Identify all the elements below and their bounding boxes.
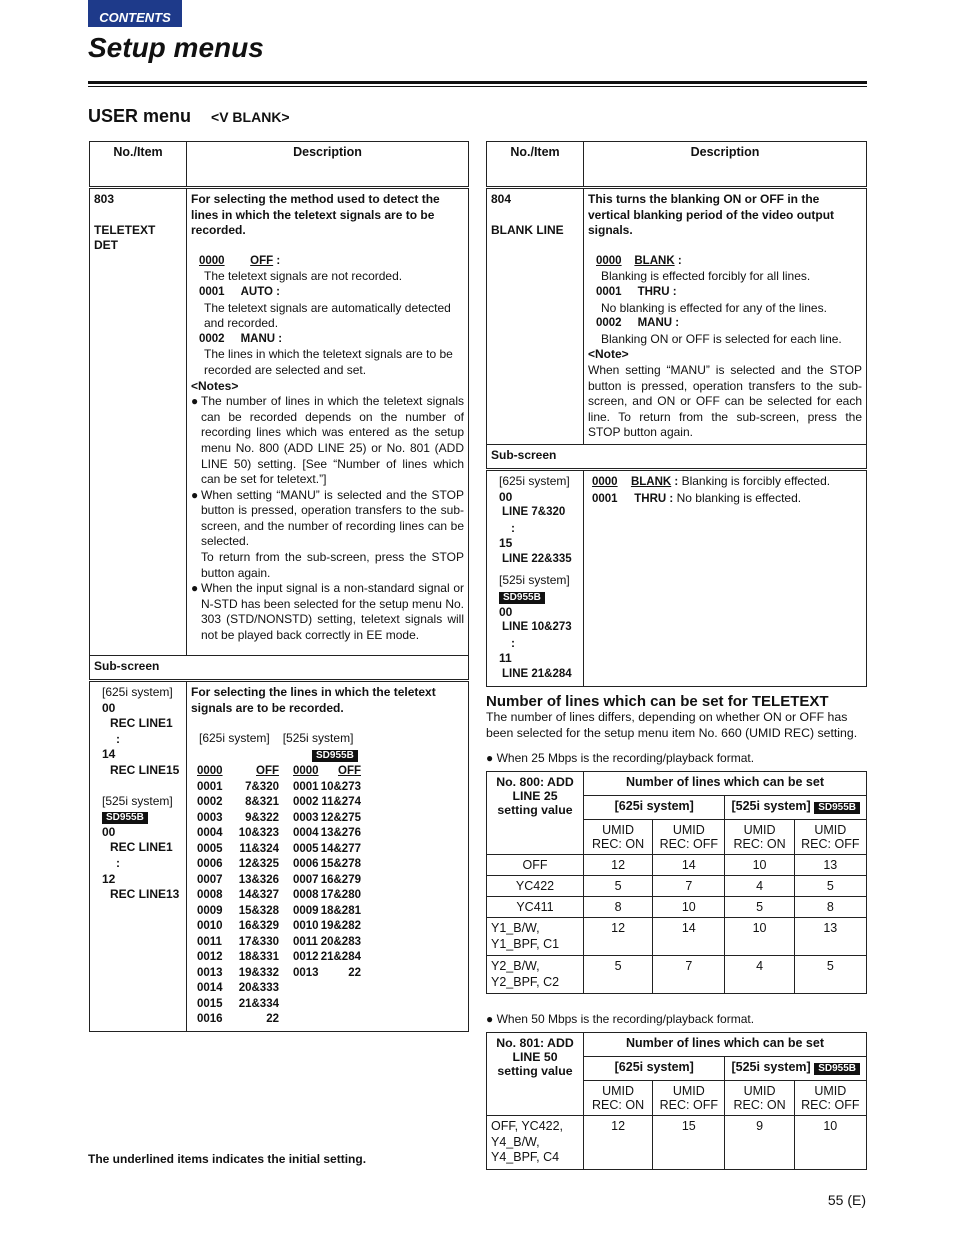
line-grid-cell: 19&332 [238,966,279,979]
option-0000: 0000 BLANK : [596,254,682,267]
item-name-2: DET [94,238,118,253]
line-grid-cell: 14&277 [320,842,361,855]
line-grid-cell: 10&323 [238,827,279,840]
t1-rows [487,855,867,994]
section-heading [88,106,290,127]
line-grid-cell: 7&320 [245,780,279,793]
line-grid-cell: 0003 [197,811,223,824]
setting-value: YC422 [487,876,584,897]
sub-desc: For selecting the lines in which the teletext signals are to be recorded. [191,685,436,715]
sub-colon: : [511,520,515,535]
line-grid-cell: 0007 [293,873,319,886]
item-number: 803 [94,192,115,206]
line-grid-cell: 0009 [293,904,319,917]
line-count: 12 [584,1116,653,1170]
sub-625-first: REC LINE1 [110,716,173,731]
sub-625-end: 14 [102,747,116,762]
line-grid-cell: 12&325 [238,858,279,871]
sub-625-label: [625i system] [499,473,570,488]
line-grid-cell: 0004 [293,827,319,840]
add-line-25-table [486,771,867,994]
line-count: 14 [653,855,725,876]
line-count: 12 [584,918,653,956]
note-50mbps: ● When 50 Mbps is the recording/playback format. [486,1012,755,1026]
contents-link[interactable]: CONTENTS [88,0,182,27]
line-count: 10 [653,897,725,918]
line-grid-cell [279,997,319,1013]
line-grid-cell: 0015 [197,997,223,1010]
sub-625-label: [625i system] [102,685,173,699]
line-count: 4 [725,956,794,994]
setting-value: Y1_B/W, Y1_BPF, C1 [487,918,584,956]
sub-colon: : [116,855,120,870]
grid-625-label: [625i system] [199,731,270,746]
line-grid-cell [319,1012,361,1028]
line-grid-cell: OFF [256,765,279,778]
line-grid-cell: 0013 [197,966,223,979]
title-rule [88,81,867,84]
grid-525-label: [525i system] [282,731,354,746]
sub-625-first: LINE 7&320 [502,506,566,519]
section-title: USER menu [88,106,192,126]
line-grid-cell: 0006 [293,858,319,871]
line-grid-cell: 0001 [197,780,223,793]
line-grid-cell: 0002 [197,796,223,809]
t1-header: Number of lines which can be set [584,772,867,796]
t1-label: No. 800: ADD LINE 25 setting value [487,772,584,855]
footnote: The underlined items indicates the initial setting. [88,1152,367,1166]
line-grid-cell: 0010 [293,920,319,933]
sub-525-label: [525i system] [499,573,570,588]
section-subtitle: <V BLANK> [211,109,290,125]
sd955b-badge: SD955B [499,592,545,604]
sub-option-0001: 0001 THRU : No blanking is effected. [592,490,802,505]
add-line-50-table [486,1032,867,1170]
sd955b-badge: SD955B [814,1063,860,1075]
line-grid-cell: 0014 [197,982,223,995]
grid-headers [191,731,464,747]
sub-colon: : [116,731,120,746]
line-count: 5 [725,897,794,918]
line-count: 8 [584,897,653,918]
t2-rows [487,1116,867,1170]
option-0002-desc: Blanking ON or OFF is selected for each line. [601,331,842,346]
umid-off: UMID REC: OFF [794,1081,866,1116]
t2-625: [625i system] [584,1057,725,1081]
table-row [487,876,867,897]
menu-804-table [486,141,867,687]
line-grid-cell: 0008 [197,889,223,902]
table-row [487,1116,867,1170]
line-count: 15 [653,1116,725,1170]
line-grid-cell: 10&273 [320,780,361,793]
line-grid-cell: 20&283 [320,935,361,948]
line-count: 13 [794,918,866,956]
line-count: 5 [584,956,653,994]
umid-off: UMID REC: OFF [653,820,725,855]
line-grid-cell: 0001 [293,780,319,793]
line-grid-cell: 22 [348,966,361,979]
line-grid-cell: 0007 [197,873,223,886]
line-grid-cell: 0003 [293,811,319,824]
sub-625-end: 15 [499,536,513,551]
teletext-body: The number of lines differs, depending on whether ON or OFF has been selected for the setup menu item No. 660 (UMID REC) setting. [486,710,858,740]
note-text: When setting “MANU” is selected and the STOP button is pressed, operation transfers to the sub-screen, and ON or OFF can be selected for each line. To return from the sub-screen, press the STOP button again. [588,362,862,440]
item-intro: For selecting the method used to detect the lines in which the teletext signals are to be recorded. [191,192,440,238]
col-desc-header: Description [584,142,867,188]
line-grid-cell: 0002 [293,796,319,809]
line-count: 7 [653,876,725,897]
line-grid-cell: 0005 [293,842,319,855]
option-0000-desc: Blanking is effected forcibly for all lines. [601,269,811,284]
option-0002: 0002 MANU : [199,332,283,345]
sub-625-last: REC LINE15 [110,762,180,777]
line-grid-cell: 18&331 [238,951,279,964]
line-count: 5 [584,876,653,897]
sub-525-start: 00 [102,824,116,839]
line-grid-cell [319,981,361,997]
line-grid-cell: 12&275 [320,811,361,824]
line-grid-cell: 0000 [197,765,223,778]
line-count: 5 [794,876,866,897]
menu-803-table [89,141,469,1032]
page-title: Setup menus [88,32,264,63]
sub-525-last: REC LINE13 [110,887,180,902]
note-label: <Note> [588,347,629,362]
umid-on: UMID REC: ON [725,820,794,855]
sub-625-start: 00 [499,489,513,504]
col-desc-header: Description [187,142,469,188]
line-grid-cell: 15&328 [238,904,279,917]
sub-option-0000: 0000 BLANK : Blanking is forcibly effected. [592,473,831,488]
line-grid-cell: 0004 [197,827,223,840]
item-number: 804 [491,192,512,206]
col-item-header: No./Item [90,142,187,188]
line-grid-cell: 17&330 [238,935,279,948]
line-count: 10 [725,918,794,956]
line-grid-cell: 17&280 [320,889,361,902]
line-count: 9 [725,1116,794,1170]
sub-625-last: LINE 22&335 [502,552,572,565]
line-count: 10 [725,855,794,876]
option-0001-desc: No blanking is effected for any of the lines. [601,300,827,315]
line-grid-cell: 9&322 [245,811,279,824]
line-grid-cell: 16&329 [238,920,279,933]
line-grid-cell: 8&321 [245,796,279,809]
table-row [487,897,867,918]
table-row [487,956,867,994]
sd955b-badge: SD955B [312,750,358,762]
option-0002: 0002 MANU : [596,317,680,330]
option-0000-desc: The teletext signals are not recorded. [204,269,403,284]
item-name: BLANK LINE [491,222,564,237]
line-count: 10 [794,1116,866,1170]
sub-525-first: REC LINE1 [110,840,173,855]
line-count: 7 [653,956,725,994]
note-25mbps: ● When 25 Mbps is the recording/playback format. [486,751,755,765]
sub-625-start: 00 [102,700,116,715]
option-0000: 0000 OFF : [199,254,281,267]
note-item: ● The number of lines in which the teletext signals can be recorded depends on the number of recording lines which was entered as the setup menu No. 800 (ADD LINE 25) or No. 801 (ADD LINE 50) setting. [See “Number of lines which can be set for teletext.”] [191,394,464,487]
umid-on: UMID REC: ON [584,820,653,855]
subscreen-label: Sub-screen [90,656,469,681]
col-item-header: No./Item [487,142,584,188]
line-grid-cell: 0008 [293,889,319,902]
umid-on: UMID REC: ON [725,1081,794,1116]
line-count: 14 [653,918,725,956]
line-grid-cell: 0006 [197,858,223,871]
setting-value: Y2_B/W, Y2_BPF, C2 [487,956,584,994]
line-grid-cell: 21&284 [320,951,361,964]
t2-header: Number of lines which can be set [584,1033,867,1057]
line-grid-cell [279,981,319,997]
umid-off: UMID REC: OFF [653,1081,725,1116]
line-grid-cell: 16&279 [320,873,361,886]
sub-525-label: [525i system] [102,793,173,808]
item-intro: This turns the blanking ON or OFF in the vertical blanking period of the video output signals. [588,192,835,238]
t1-525: [525i system] SD955B [725,796,867,820]
notes-label: <Notes> [191,378,239,393]
sub-525-last: LINE 21&284 [502,668,572,681]
t2-label: No. 801: ADD LINE 50 setting value [487,1033,584,1116]
line-grid-cell: 19&282 [320,920,361,933]
sub-525-end: 11 [499,651,512,666]
table-row [487,918,867,956]
line-grid-cell: 0011 [197,935,222,948]
line-grid-cell: 13&326 [238,873,279,886]
sub-colon: : [511,635,515,650]
line-count: 12 [584,855,653,876]
line-grid-cell: 20&333 [238,982,279,995]
setting-value: OFF, YC422, Y4_B/W, Y4_BPF, C4 [487,1116,584,1170]
option-0001-desc: The teletext signals are automatically detected and recorded. [204,300,451,331]
sub-525-end: 12 [102,871,116,886]
line-grid-cell: 14&327 [238,889,279,902]
note-item: ● When setting “MANU” is selected and the STOP button is pressed, operation transfers to the sub-screen, and the number of recording lines can be selected. To return from the sub-screen, press the STOP button again. [191,487,464,580]
umid-on: UMID REC: ON [584,1081,653,1116]
setting-value: OFF [487,855,584,876]
line-grid [191,764,464,1028]
line-grid-cell: 21&334 [238,997,279,1010]
line-grid-cell: 0012 [293,951,319,964]
page-number: 55 (E) [827,1192,866,1208]
line-count: 8 [794,897,866,918]
teletext-heading: Number of lines which can be set for TELETEXT [486,693,829,710]
line-grid-cell: 0009 [197,904,223,917]
option-0001: 0001 THRU : [596,285,677,298]
line-grid-cell: 0013 [293,966,319,979]
line-grid-cell: 11&274 [321,796,361,809]
item-name: TELETEXT [94,222,156,237]
option-0002-desc: The lines in which the teletext signals are to be recorded are selected and set. [204,347,453,377]
line-grid-cell: 0010 [197,920,223,933]
line-grid-cell: 22 [266,1013,279,1026]
line-grid-cell: 0000 [293,765,319,778]
line-count: 4 [725,876,794,897]
line-grid-cell: 15&278 [320,858,361,871]
line-grid-cell: 0005 [197,842,223,855]
t2-525: [525i system] SD955B [725,1057,867,1081]
line-grid-cell: OFF [338,765,361,778]
line-count: 5 [794,956,866,994]
line-grid-cell: 11&324 [239,842,279,855]
line-count: 13 [794,855,866,876]
table-row [487,855,867,876]
sd955b-badge: SD955B [814,802,860,814]
option-0001: 0001 AUTO : [199,285,280,298]
line-grid-cell: 0012 [197,951,223,964]
umid-off: UMID REC: OFF [794,820,866,855]
line-grid-cell [279,1012,319,1028]
t1-625: [625i system] [584,796,725,820]
line-grid-cell: 18&281 [320,904,361,917]
note-item: ● When the input signal is a non-standard signal or N-STD has been selected for the setup menu No. 303 (STD/NONSTD) setting, teletext signals will not be played back correctly in EE mode. [191,581,464,643]
title-rule-thin [88,86,867,87]
line-grid-cell: 13&276 [320,827,361,840]
sd955b-badge: SD955B [102,812,148,824]
line-grid-cell: 0011 [293,935,318,948]
subscreen-label: Sub-screen [487,444,867,469]
sub-525-first: LINE 10&273 [502,621,572,634]
setting-value: YC411 [487,897,584,918]
line-grid-cell [319,997,361,1013]
line-grid-cell: 0016 [197,1013,223,1026]
sub-525-start: 00 [499,604,513,619]
